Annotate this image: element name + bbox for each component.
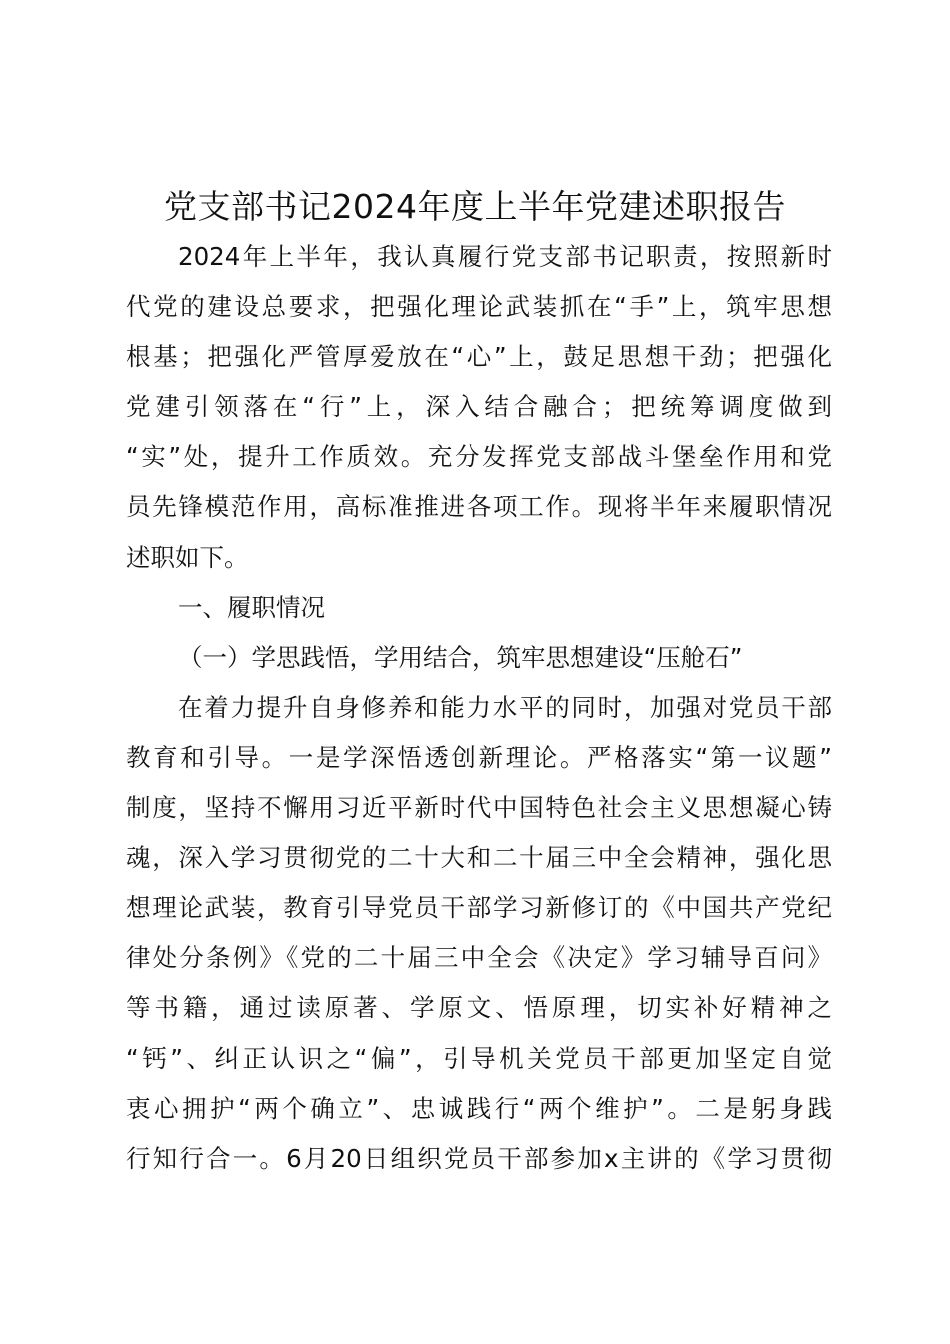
paragraph-line: 述职如下。 (126, 542, 249, 572)
paragraph-line: 魂，深入学习贯彻党的二十大和二十届三中全会精神，强化思 (126, 843, 832, 873)
paragraph-line: “钙”、纠正认识之“偏”，引导机关党员干部更加坚定自觉 (126, 1043, 832, 1073)
paragraph-line: 等书籍，通过读原著、学原文、悟原理，切实补好精神之 (126, 993, 832, 1023)
paragraph-line: 在着力提升自身修养和能力水平的同时，加强对党员干部 (178, 692, 832, 722)
paragraph-line: 员先锋模范作用，高标准推进各项工作。现将半年来履职情况 (126, 492, 832, 522)
paragraph-line: 2024年上半年，我认真履行党支部书记职责，按照新时 (178, 242, 832, 271)
paragraph-line: “实”处，提升工作质效。充分发挥党支部战斗堡垒作用和党 (126, 442, 832, 472)
paragraph-line: 教育和引导。一是学深悟透创新理论。严格落实“第一议题” (126, 742, 832, 772)
paragraph-line: 想理论武装，教育引导党员干部学习新修订的《中国共产党纪 (126, 893, 832, 923)
document-body (126, 232, 832, 1184)
paragraph-line: 党建引领落在“行”上，深入结合融合；把统筹调度做到 (126, 392, 832, 422)
paragraph-line: 制度，坚持不懈用习近平新时代中国特色社会主义思想凝心铸 (126, 793, 832, 823)
paragraph-line: 衷心拥护“两个确立”、忠诚践行“两个维护”。二是躬身践 (126, 1093, 832, 1123)
paragraph-line: 律处分条例》《党的二十届三中全会《决定》学习辅导百问》 (126, 943, 832, 973)
document-title: 党支部书记2024年度上半年党建述职报告 (164, 187, 786, 226)
subsection-heading: （一）学思践悟，学用结合，筑牢思想建设“压舱石” (178, 642, 743, 672)
paragraph-line: 根基；把强化严管厚爱放在“心”上，鼓足思想干劲；把强化 (126, 342, 832, 372)
paragraph-line: 行知行合一。6月20日组织党员干部参加x主讲的《学习贯彻 (126, 1143, 832, 1173)
paragraph-line: 代党的建设总要求，把强化理论武装抓在“手”上，筑牢思想 (126, 292, 832, 322)
section-heading: 一、履职情况 (178, 592, 325, 622)
